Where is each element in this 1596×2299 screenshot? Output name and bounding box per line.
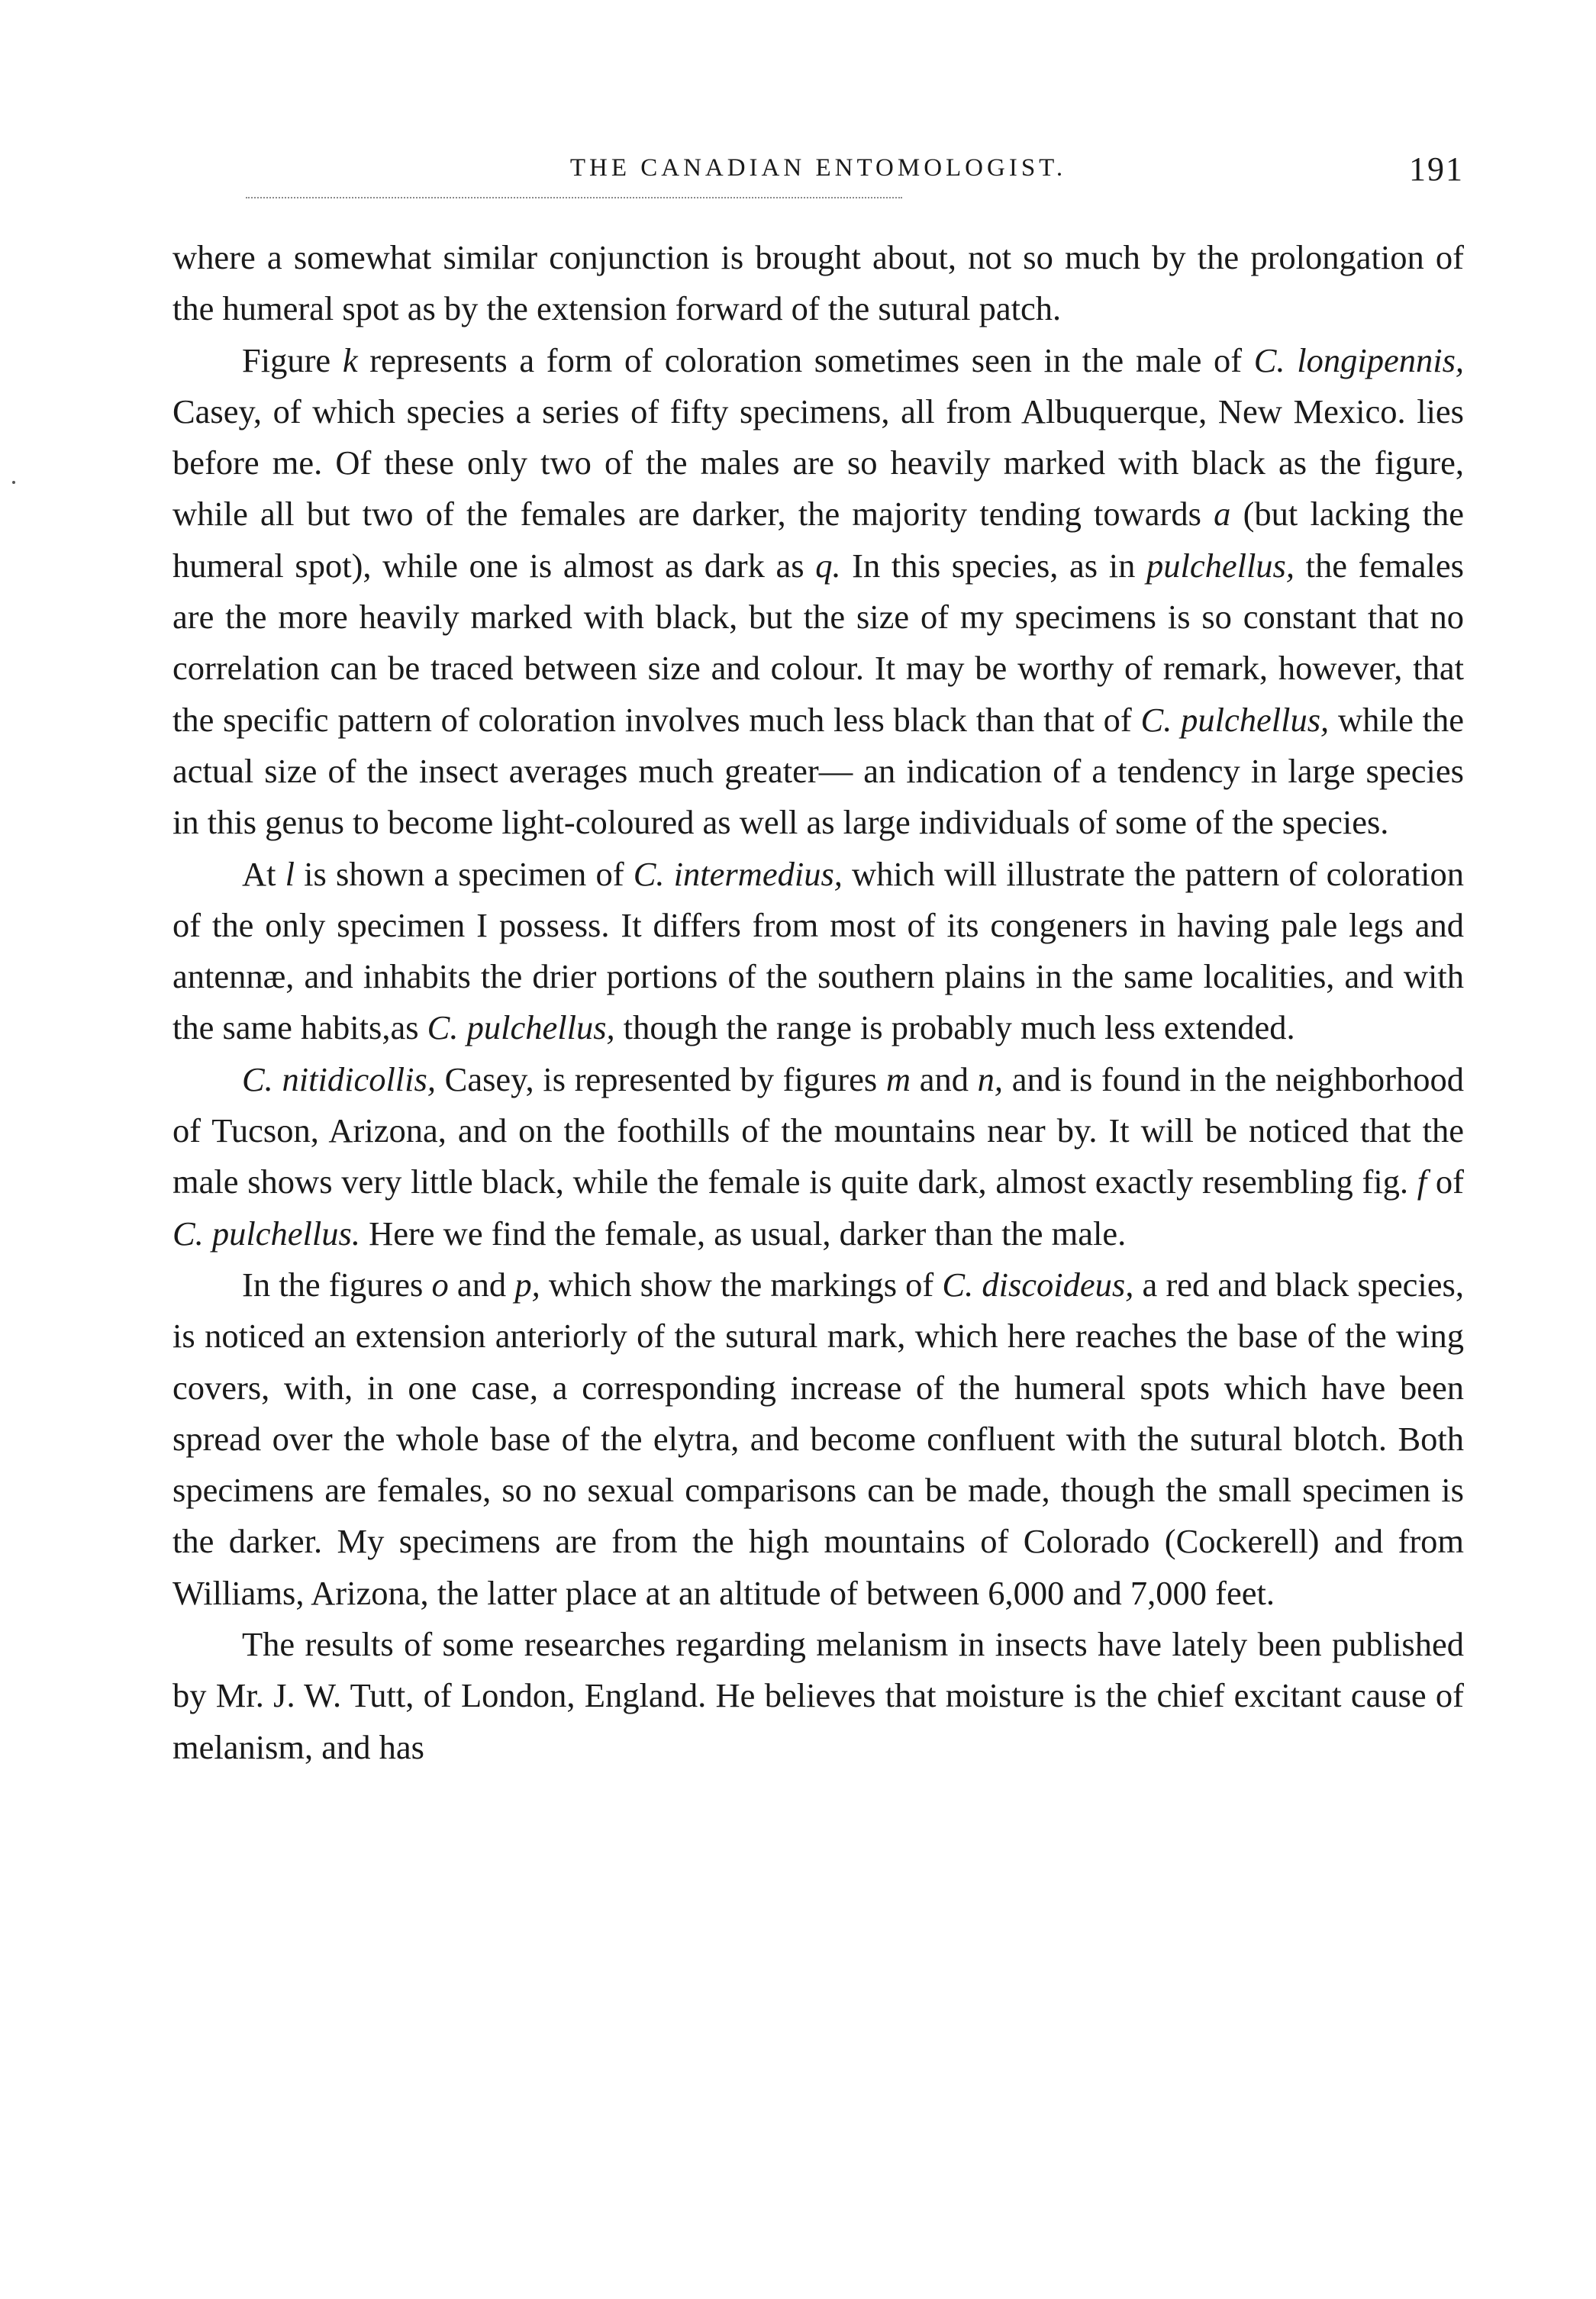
paragraph-3 xyxy=(172,849,1464,1054)
italic-run: l xyxy=(285,854,295,893)
text-run: though the range is probably much less extended. xyxy=(614,1008,1295,1047)
page-number: 191 xyxy=(1409,150,1464,188)
text-run: while the actual size of the insect averages much greater— an indication of a tendency in large species in this genus to become light-coloured as well as large individuals of some of the species. xyxy=(172,700,1464,842)
italic-run: C. pulchellus. xyxy=(172,1214,360,1253)
text-run: which will illustrate the pattern of coloration of the only specimen I possess. It differs from most of its congeners in having pale legs and antennæ, and inhabits the drier portions of the southern plains in the same localities, and with the same habits,as xyxy=(172,854,1465,1047)
journal-title: THE CANADIAN ENTOMOLOGIST. xyxy=(569,154,1067,182)
text-run: and xyxy=(911,1059,978,1098)
text-run: is shown a specimen of xyxy=(295,854,634,893)
text-run: of xyxy=(1427,1162,1464,1201)
text-run: In the figures xyxy=(242,1265,432,1304)
paragraph-5 xyxy=(172,1259,1464,1619)
header-rule xyxy=(246,197,902,198)
text-run: At xyxy=(242,854,285,893)
text-run: the females are the more heavily marked with black, but the size of my specimens is so constant that no correlation can be traced between size and colour. It may be worthy of remark, however, that the specific pattern of coloration involves much less black than that of xyxy=(172,546,1464,739)
italic-run: a xyxy=(1214,495,1231,534)
paragraph-1 xyxy=(172,232,1464,335)
text-run: and is found in the neighborhood of Tucson, Arizona, and on the foothills of the mountains near by. It will be noticed that the male shows very little black, while the female is quite dark, almost exactly resembling fig. xyxy=(172,1059,1465,1201)
italic-run: C. pulchellus, xyxy=(1140,700,1330,739)
paragraph-4 xyxy=(172,1054,1464,1259)
italic-run: q. xyxy=(815,546,841,585)
italic-run: C. longipennis, xyxy=(1253,340,1465,379)
italic-run: C. pulchellus, xyxy=(427,1008,615,1047)
book-page xyxy=(172,150,1464,1773)
text-run: which show the markings of xyxy=(540,1265,943,1304)
text-run: represents a form of coloration sometimes seen in the male of xyxy=(357,340,1254,379)
text-run: and xyxy=(448,1265,515,1304)
italic-run: C. discoideus, xyxy=(942,1265,1134,1304)
text-run: The results of some researches regarding melanism in insects have lately been published by Mr. J. W. Tutt, of London, England. He believes that moisture is the chief excitant cause of melanism, and has xyxy=(172,1625,1464,1766)
paragraph-6 xyxy=(172,1619,1464,1773)
italic-run: m xyxy=(885,1059,911,1098)
text-run: In this species, as in xyxy=(840,546,1146,585)
text-run: Here we find the female, as usual, darker than the male. xyxy=(360,1214,1127,1253)
italic-run: C. nitidicollis, xyxy=(242,1059,436,1098)
italic-run: C. intermedius, xyxy=(633,854,843,893)
text-run: Casey, of which species a series of fifty specimens, all from Albuquerque, New Mexico. lies before me. Of these only two of the males are so heavily marked with black as the figure, while all but two of the females are darker, the majority tending towards xyxy=(172,392,1464,534)
paragraph-2 xyxy=(172,335,1464,849)
text-run: where a somewhat similar conjunction is brought about, not so much by the prolongation of the humeral spot as by the extension forward of the sutural patch. xyxy=(172,238,1464,328)
text-run: (but lacking the humeral spot), while one is almost as dark as xyxy=(172,495,1464,585)
italic-run: f xyxy=(1417,1162,1427,1201)
body-text xyxy=(172,232,1464,1773)
italic-run: n, xyxy=(977,1059,1004,1098)
running-head xyxy=(172,150,1464,197)
text-run: a red and black species, is noticed an extension anteriorly of the sutural mark, which here reaches the base of the wing covers, with, in one case, a corresponding increase of the humeral spots which have been spread over the whole base of the elytra, and become confluent with the sutural blotch. Both specimens are females, so no sexual comparisons can be made, though the small specimen is the darker. My specimens are from the high mountains of Colorado (Cockerell) and from Williams, Arizona, the latter place at an altitude of between 6,000 and 7,000 feet. xyxy=(172,1265,1464,1612)
italic-run: k xyxy=(342,340,358,379)
italic-run: p, xyxy=(514,1265,540,1304)
italic-run: o xyxy=(431,1265,449,1304)
text-run: Figure xyxy=(242,340,343,379)
margin-speck xyxy=(12,481,15,484)
italic-run: pulchellus, xyxy=(1146,546,1295,585)
text-run: Casey, is represented by figures xyxy=(435,1059,886,1098)
